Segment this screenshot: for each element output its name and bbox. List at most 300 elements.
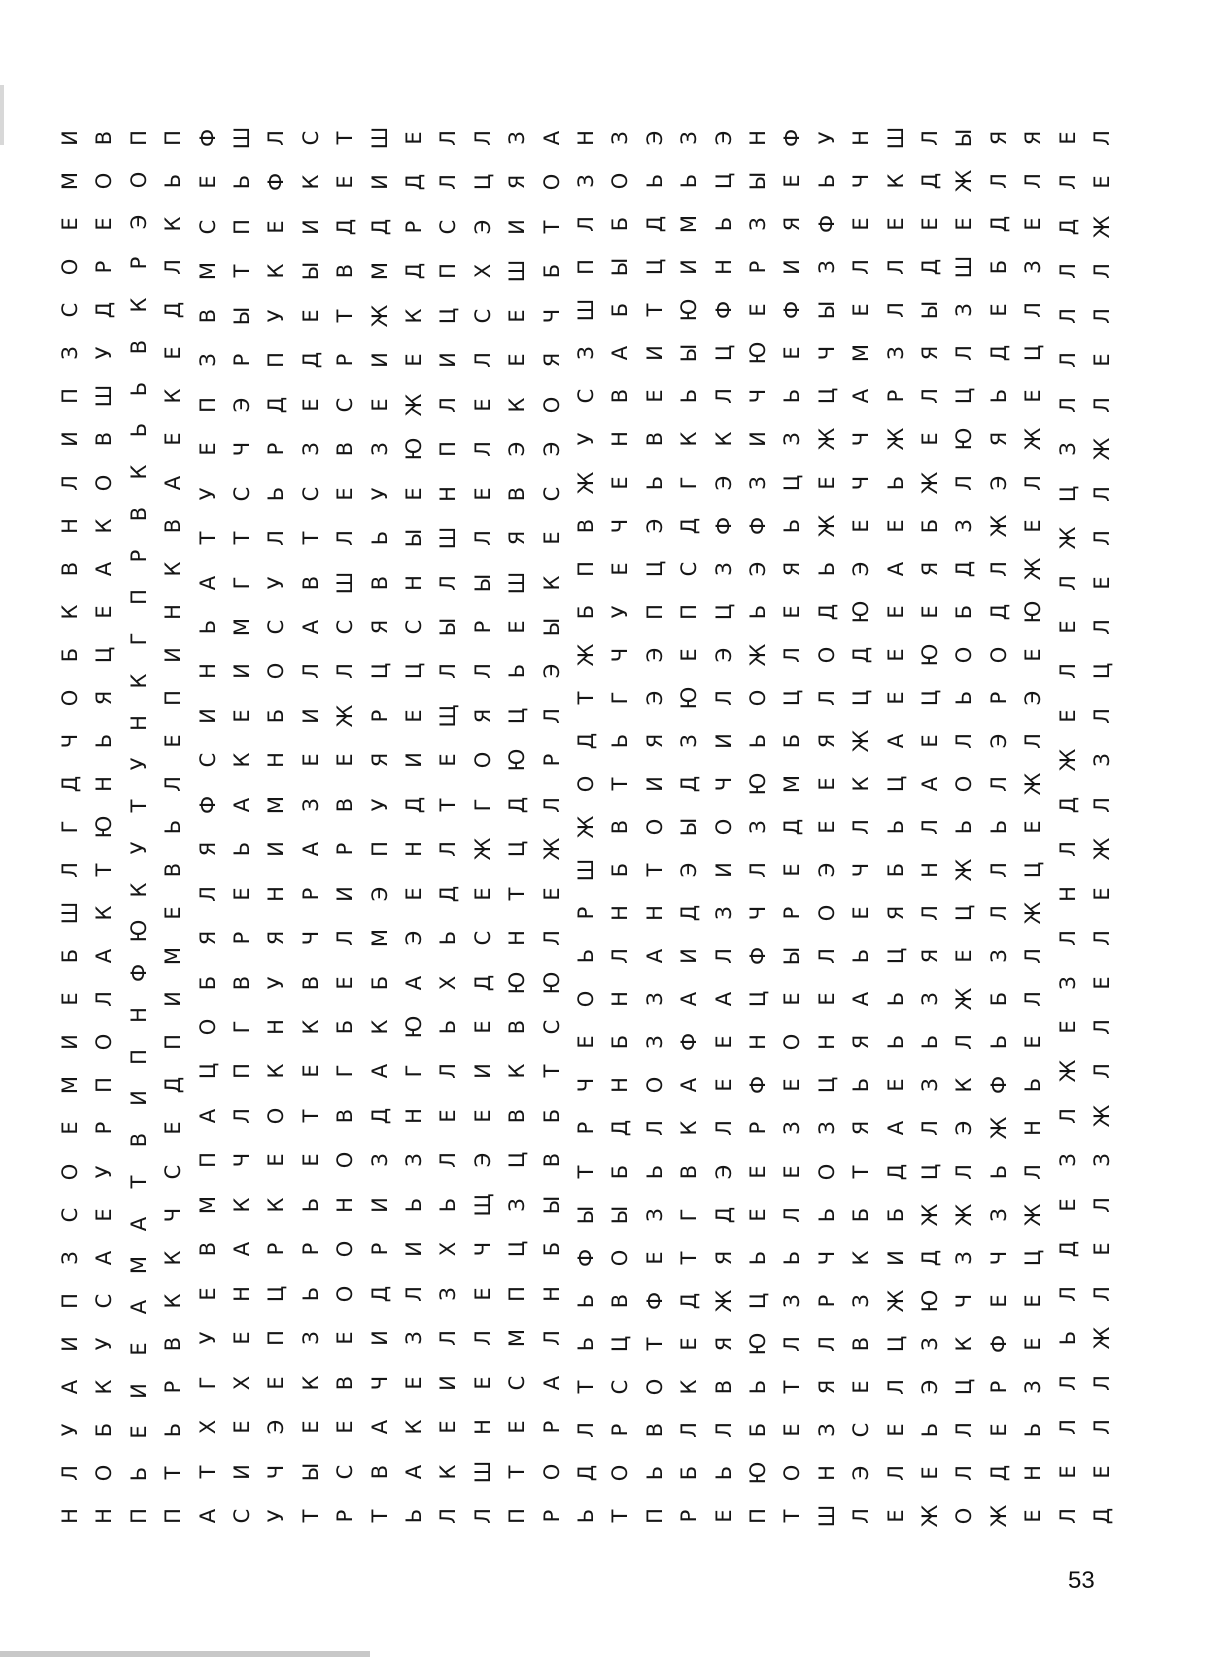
- grid-letter: Ж: [1020, 772, 1045, 796]
- grid-letter: Е: [229, 1420, 254, 1434]
- grid-letter: Е: [1055, 1020, 1080, 1034]
- grid-letter: Л: [745, 862, 770, 878]
- grid-letter: Т: [367, 1509, 392, 1523]
- grid-letter: А: [883, 561, 908, 576]
- grid-letter: Е: [298, 1420, 323, 1434]
- grid-letter: И: [435, 352, 460, 369]
- grid-letter: И: [298, 708, 323, 724]
- grid-letter: Ь: [883, 1035, 908, 1050]
- grid-letter: А: [848, 992, 873, 1007]
- grid-letter: С: [435, 219, 460, 235]
- grid-letter: В: [573, 518, 598, 533]
- grid-letter: З: [367, 1153, 392, 1168]
- grid-letter: Л: [951, 732, 976, 749]
- grid-letter: Н: [263, 1019, 288, 1035]
- grid-letter: Е: [745, 303, 770, 317]
- grid-letter: О: [470, 752, 495, 769]
- grid-letter: Е: [1020, 1035, 1045, 1049]
- grid-letter: З: [951, 518, 976, 533]
- grid-letter: Ю: [91, 815, 116, 839]
- grid-letter: Э: [470, 1153, 495, 1168]
- grid-letter: Н: [504, 930, 529, 947]
- grid-letter: Е: [883, 518, 908, 533]
- grid-letter: Ч: [229, 441, 254, 457]
- grid-letter: К: [126, 882, 151, 898]
- grid-letter: К: [160, 388, 185, 404]
- grid-letter: Л: [1089, 263, 1114, 280]
- grid-letter: А: [917, 776, 942, 792]
- grid-letter: Е: [401, 486, 426, 501]
- grid-letter: С: [539, 486, 564, 501]
- grid-letter: Е: [1020, 389, 1045, 404]
- grid-letter: А: [160, 475, 185, 490]
- grid-letter: Е: [263, 1376, 288, 1390]
- grid-letter: Н: [917, 862, 942, 878]
- grid-letter: Л: [1089, 1063, 1114, 1080]
- grid-letter: С: [229, 1508, 254, 1524]
- grid-letter: Я: [814, 1379, 839, 1395]
- grid-letter: Ж: [401, 393, 426, 417]
- grid-letter: Т: [642, 303, 667, 317]
- grid-letter: К: [126, 297, 151, 313]
- grid-letter: Р: [367, 1242, 392, 1256]
- grid-letter: Ж: [367, 304, 392, 328]
- grid-letter: Ж: [1020, 901, 1045, 925]
- grid-letter: Н: [160, 603, 185, 620]
- grid-letter: В: [607, 819, 632, 835]
- grid-letter: Ь: [814, 1207, 839, 1222]
- grid-letter: Е: [883, 1078, 908, 1093]
- grid-letter: Д: [607, 1120, 632, 1137]
- grid-letter: Ю: [401, 1015, 426, 1039]
- grid-letter: Л: [435, 574, 460, 591]
- grid-letter: И: [57, 130, 82, 146]
- grid-letter: О: [814, 1163, 839, 1180]
- grid-letter: Л: [1055, 263, 1080, 280]
- grid-letter: М: [504, 1329, 529, 1348]
- grid-letter: Л: [435, 663, 460, 680]
- grid-letter: Л: [470, 1508, 495, 1524]
- grid-letter: Е: [160, 1121, 185, 1136]
- grid-letter: Л: [57, 862, 82, 878]
- grid-letter: А: [91, 949, 116, 964]
- grid-letter: Е: [298, 309, 323, 323]
- grid-letter: Б: [607, 303, 632, 318]
- grid-letter: Р: [470, 620, 495, 634]
- grid-letter: Ы: [298, 1462, 323, 1481]
- grid-letter: Л: [1055, 307, 1080, 324]
- grid-letter: Э: [745, 561, 770, 576]
- grid-letter: Е: [332, 175, 357, 190]
- grid-letter: П: [195, 1152, 220, 1169]
- grid-letter: Ь: [573, 948, 598, 964]
- grid-letter: С: [573, 389, 598, 404]
- grid-letter: Ы: [745, 171, 770, 191]
- grid-letter: Р: [91, 1122, 116, 1135]
- grid-letter: Р: [573, 906, 598, 920]
- grid-letter: Е: [470, 1109, 495, 1123]
- grid-letter: А: [126, 1300, 151, 1315]
- grid-letter: Е: [573, 1035, 598, 1049]
- grid-letter: Д: [676, 517, 701, 534]
- grid-letter: Ю: [745, 772, 770, 796]
- grid-letter: З: [367, 442, 392, 456]
- grid-letter: С: [91, 1293, 116, 1309]
- grid-letter: Э: [711, 130, 736, 146]
- grid-letter: Е: [1020, 648, 1045, 662]
- grid-letter: Л: [1089, 1419, 1114, 1435]
- grid-letter: Ю: [745, 1461, 770, 1485]
- grid-letter: Р: [573, 1122, 598, 1135]
- grid-letter: О: [573, 775, 598, 793]
- grid-letter: Е: [1020, 820, 1045, 834]
- grid-letter: К: [504, 1064, 529, 1079]
- grid-letter: М: [367, 262, 392, 281]
- grid-letter: Д: [986, 1464, 1011, 1482]
- grid-letter: Е: [160, 346, 185, 360]
- grid-letter: П: [160, 1508, 185, 1524]
- grid-letter: Э: [642, 690, 667, 706]
- grid-letter: Ж: [951, 858, 976, 882]
- grid-letter: К: [160, 561, 185, 577]
- grid-letter: О: [263, 1107, 288, 1125]
- grid-letter: З: [883, 346, 908, 361]
- grid-letter: А: [607, 346, 632, 361]
- grid-letter: Л: [711, 1421, 736, 1438]
- grid-letter: Ж: [573, 815, 598, 839]
- grid-letter: Ь: [573, 1508, 598, 1524]
- grid-letter: Б: [883, 1207, 908, 1222]
- grid-letter: Ш: [573, 858, 598, 882]
- grid-letter: Э: [711, 647, 736, 663]
- grid-letter: Э: [539, 664, 564, 679]
- grid-letter: Ь: [883, 992, 908, 1007]
- grid-letter: Д: [1055, 796, 1080, 813]
- grid-letter: И: [642, 345, 667, 362]
- grid-letter: Т: [332, 309, 357, 323]
- grid-letter: И: [367, 1196, 392, 1213]
- grid-letter: К: [951, 1336, 976, 1352]
- grid-letter: З: [1055, 442, 1080, 456]
- grid-letter: Е: [298, 753, 323, 767]
- page-number: 53: [1068, 1567, 1095, 1594]
- grid-letter: Е: [91, 1207, 116, 1222]
- grid-letter: А: [642, 949, 667, 964]
- grid-letter: Ш: [57, 901, 82, 925]
- grid-letter: О: [332, 1152, 357, 1169]
- grid-letter: Е: [917, 734, 942, 748]
- grid-letter: З: [779, 1293, 804, 1308]
- grid-letter: Д: [1089, 1507, 1114, 1525]
- grid-letter: З: [57, 1250, 82, 1265]
- grid-letter: З: [676, 131, 701, 145]
- grid-letter: Э: [470, 219, 495, 235]
- grid-letter: А: [195, 575, 220, 590]
- grid-letter: В: [298, 575, 323, 590]
- grid-letter: Ю: [745, 1332, 770, 1356]
- grid-letter: Е: [1089, 975, 1114, 990]
- grid-letter: Ж: [1089, 1326, 1114, 1350]
- grid-letter: И: [57, 431, 82, 448]
- grid-letter: Н: [435, 485, 460, 502]
- grid-letter: Л: [951, 1163, 976, 1180]
- grid-letter: Х: [435, 1242, 460, 1257]
- grid-letter: Ц: [1055, 485, 1080, 502]
- grid-letter: Ч: [607, 518, 632, 533]
- grid-letter: З: [951, 303, 976, 317]
- grid-letter: П: [435, 441, 460, 458]
- grid-letter: У: [91, 346, 116, 360]
- grid-letter: И: [160, 646, 185, 663]
- grid-letter: П: [57, 388, 82, 405]
- grid-letter: Ь: [1055, 1330, 1080, 1346]
- grid-letter: Т: [642, 863, 667, 877]
- grid-letter: Е: [470, 1376, 495, 1390]
- grid-letter: Ь: [986, 389, 1011, 404]
- grid-letter: Л: [435, 1152, 460, 1169]
- grid-letter: Ю: [504, 748, 529, 772]
- grid-letter: Л: [1020, 1163, 1045, 1180]
- grid-letter: А: [711, 992, 736, 1007]
- grid-letter: У: [126, 757, 151, 771]
- grid-letter: П: [435, 263, 460, 280]
- grid-letter: Ц: [883, 948, 908, 965]
- grid-letter: Л: [883, 1465, 908, 1481]
- grid-letter: Р: [779, 906, 804, 920]
- grid-letter: Ж: [1089, 437, 1114, 461]
- grid-letter: Д: [917, 258, 942, 276]
- grid-letter: Л: [1055, 574, 1080, 591]
- grid-letter: Ь: [229, 175, 254, 190]
- grid-letter: Е: [917, 1466, 942, 1480]
- grid-letter: Л: [57, 1465, 82, 1481]
- grid-letter: Л: [883, 259, 908, 276]
- grid-letter: О: [57, 689, 82, 707]
- grid-letter: В: [642, 432, 667, 447]
- grid-letter: Я: [848, 1121, 873, 1136]
- grid-letter: Л: [1055, 841, 1080, 858]
- grid-letter: Ш: [573, 299, 598, 322]
- grid-letter: Н: [1055, 885, 1080, 902]
- grid-letter: Ь: [814, 561, 839, 576]
- grid-letter: Ш: [91, 385, 116, 408]
- grid-letter: Е: [332, 1420, 357, 1434]
- grid-letter: Ь: [814, 173, 839, 189]
- grid-letter: Е: [1020, 1337, 1045, 1351]
- grid-letter: О: [951, 775, 976, 793]
- grid-letter: Д: [332, 218, 357, 236]
- grid-letter: Ц: [642, 560, 667, 577]
- grid-letter: Д: [986, 345, 1011, 362]
- grid-letter: Ь: [745, 733, 770, 749]
- grid-letter: Л: [848, 819, 873, 835]
- grid-letter: Д: [676, 1292, 701, 1309]
- grid-letter: П: [263, 1330, 288, 1347]
- grid-letter: Ц: [470, 174, 495, 191]
- grid-letter: Ы: [229, 306, 254, 326]
- grid-letter: С: [229, 486, 254, 501]
- grid-letter: Е: [779, 1078, 804, 1093]
- grid-letter: О: [332, 1285, 357, 1302]
- grid-letter: Л: [332, 530, 357, 546]
- grid-letter: Ш: [883, 126, 908, 150]
- grid-letter: Е: [1020, 1509, 1045, 1523]
- grid-letter: Ф: [745, 516, 770, 535]
- grid-letter: П: [126, 1508, 151, 1524]
- grid-letter: Я: [917, 346, 942, 361]
- grid-letter: Ш: [470, 1460, 495, 1483]
- grid-letter: А: [539, 130, 564, 146]
- grid-letter: Ч: [848, 862, 873, 878]
- grid-letter: Г: [401, 1065, 426, 1078]
- grid-letter: О: [779, 1464, 804, 1482]
- grid-letter: К: [229, 752, 254, 768]
- grid-letter: Н: [573, 130, 598, 146]
- grid-letter: Е: [883, 1423, 908, 1437]
- grid-letter: Ж: [573, 643, 598, 667]
- grid-letter: Л: [779, 1335, 804, 1352]
- grid-letter: Л: [160, 776, 185, 792]
- grid-letter: К: [160, 216, 185, 232]
- grid-letter: Ж: [951, 169, 976, 193]
- grid-letter: Д: [711, 1206, 736, 1223]
- grid-letter: Л: [1055, 930, 1080, 947]
- grid-letter: Ж: [1055, 749, 1080, 772]
- grid-letter: П: [160, 1034, 185, 1051]
- grid-letter: И: [745, 431, 770, 448]
- grid-letter: Р: [539, 1420, 564, 1434]
- grid-letter: Е: [607, 561, 632, 576]
- grid-letter: Ж: [1089, 215, 1114, 239]
- grid-letter: Ш: [229, 126, 254, 150]
- grid-letter: С: [332, 397, 357, 413]
- grid-letter: Ж: [883, 1289, 908, 1312]
- grid-letter: Д: [367, 218, 392, 236]
- grid-letter: М: [57, 172, 82, 191]
- grid-letter: Е: [1089, 353, 1114, 367]
- grid-letter: Ь: [607, 733, 632, 749]
- grid-letter: Ь: [91, 733, 116, 749]
- grid-letter: И: [332, 885, 357, 902]
- grid-letter: К: [951, 1077, 976, 1093]
- grid-letter: Е: [91, 217, 116, 231]
- grid-letter: Ь: [642, 1465, 667, 1481]
- grid-letter: Е: [401, 131, 426, 145]
- grid-letter: Ы: [951, 128, 976, 148]
- grid-letter: Я: [848, 1035, 873, 1050]
- grid-letter: Е: [332, 975, 357, 990]
- grid-letter: Л: [1055, 1108, 1080, 1124]
- grid-letter: Ф: [814, 215, 839, 234]
- grid-letter: Ь: [986, 1035, 1011, 1050]
- grid-letter: Ы: [401, 528, 426, 548]
- grid-letter: Ь: [126, 381, 151, 396]
- grid-letter: Д: [401, 174, 426, 191]
- grid-letter: К: [91, 905, 116, 921]
- grid-letter: Ч: [573, 1078, 598, 1093]
- grid-letter: Ц: [814, 388, 839, 405]
- grid-letter: Е: [607, 475, 632, 490]
- grid-letter: Н: [401, 574, 426, 591]
- grid-letter: Л: [1089, 707, 1114, 724]
- grid-letter: Я: [917, 561, 942, 576]
- grid-letter: Т: [504, 1465, 529, 1478]
- grid-letter: Р: [539, 753, 564, 767]
- grid-letter: М: [195, 1195, 220, 1214]
- grid-letter: К: [160, 1293, 185, 1309]
- grid-letter: Н: [229, 1285, 254, 1302]
- grid-letter: Д: [573, 732, 598, 750]
- grid-letter: Э: [229, 397, 254, 413]
- grid-letter: Ь: [676, 389, 701, 404]
- grid-letter: У: [367, 798, 392, 812]
- grid-letter: А: [367, 1419, 392, 1435]
- grid-letter: Л: [160, 259, 185, 276]
- grid-letter: О: [642, 1378, 667, 1396]
- grid-letter: Ж: [814, 428, 839, 451]
- grid-letter: З: [745, 217, 770, 231]
- grid-letter: В: [160, 518, 185, 533]
- grid-letter: Е: [126, 1342, 151, 1356]
- grid-letter: А: [539, 1375, 564, 1390]
- grid-letter: Е: [1089, 1464, 1114, 1479]
- grid-letter: Е: [1055, 709, 1080, 723]
- grid-letter: Ь: [779, 518, 804, 533]
- grid-letter: Ж: [917, 1203, 942, 1226]
- grid-letter: Л: [470, 663, 495, 680]
- grid-letter: Ч: [229, 1153, 254, 1168]
- grid-letter: З: [504, 131, 529, 145]
- grid-letter: Ш: [951, 255, 976, 279]
- grid-letter: Ч: [814, 346, 839, 361]
- grid-letter: З: [745, 820, 770, 834]
- grid-letter: Н: [814, 1034, 839, 1051]
- grid-letter: Е: [1055, 620, 1080, 634]
- grid-letter: О: [607, 172, 632, 190]
- grid-letter: Н: [332, 1196, 357, 1213]
- grid-letter: Ь: [711, 1465, 736, 1481]
- grid-letter: Ц: [195, 1063, 220, 1080]
- grid-letter: И: [263, 841, 288, 858]
- grid-letter: А: [848, 389, 873, 404]
- grid-letter: З: [401, 1331, 426, 1345]
- grid-letter: А: [229, 797, 254, 812]
- grid-letter: Я: [1020, 130, 1045, 146]
- grid-letter: Ц: [504, 707, 529, 725]
- grid-letter: У: [263, 576, 288, 589]
- grid-letter: Ы: [539, 617, 564, 637]
- grid-letter: З: [1089, 1153, 1114, 1168]
- grid-letter: Ж: [470, 837, 495, 861]
- grid-letter: Е: [298, 1064, 323, 1079]
- grid-letter: Л: [1055, 174, 1080, 191]
- grid-letter: Т: [504, 887, 529, 901]
- grid-letter: Л: [951, 1465, 976, 1481]
- grid-letter: Л: [676, 1421, 701, 1438]
- grid-letter: Е: [883, 648, 908, 662]
- grid-letter: Ф: [711, 516, 736, 535]
- grid-letter: Ц: [951, 904, 976, 922]
- grid-letter: Я: [711, 1250, 736, 1265]
- grid-letter: Ы: [676, 344, 701, 363]
- grid-letter: Н: [57, 517, 82, 534]
- grid-letter: Е: [642, 1250, 667, 1265]
- grid-letter: Е: [779, 863, 804, 877]
- grid-letter: Е: [745, 1164, 770, 1179]
- grid-letter: Е: [539, 531, 564, 545]
- grid-letter: Е: [229, 1331, 254, 1345]
- grid-letter: Ф: [195, 795, 220, 814]
